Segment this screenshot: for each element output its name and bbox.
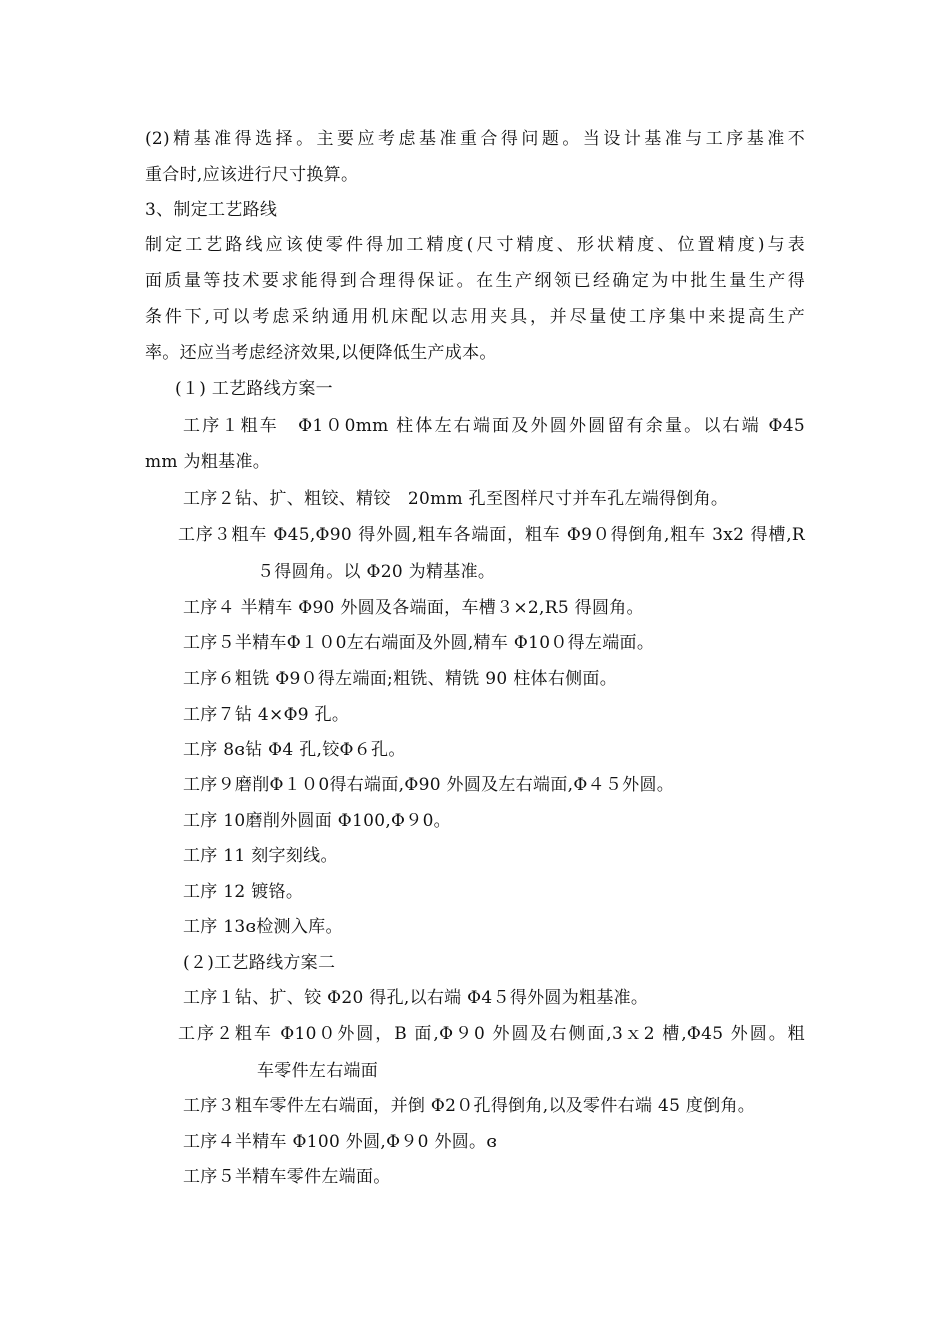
process-step: 工序２钻、扩、粗铰、精铰 20mm 孔至图样尺寸并车孔左端得倒角。 [183,489,729,509]
paragraph-line: 制定工艺路线应该使零件得加工精度(尺寸精度、形状精度、位置精度)与表 [145,235,805,255]
process-step: 工序５半精车零件左端面。 [183,1167,391,1187]
process-step: 工序２粗车 Φ10０外圆，B 面,Φ９0 外圆及右侧面,3ｘ2 槽,Φ45 外圆。粗 [178,1024,805,1044]
process-step: 工序４ 半精车 Φ90 外圆及各端面，车槽３×2,R5 得圆角。 [183,598,644,618]
paragraph-line: 重合时,应该进行尺寸换算。 [145,165,359,185]
process-step-continued: mm 为粗基准。 [145,452,271,472]
paragraph-line: (2)精基准得选择。主要应考虑基准重合得问题。当设计基准与工序基准不 [145,129,805,149]
process-step: 工序７钻 4×Φ9 孔。 [183,705,350,725]
process-step: 工序 13ɞ检测入库。 [183,917,343,937]
process-step: 工序１粗车 Φ1０0mm 柱体左右端面及外圆外圆留有余量。以右端 Φ45 [183,416,805,436]
paragraph-line: 条件下,可以考虑采纳通用机床配以志用夹具，并尽量使工序集中来提高生产 [145,307,805,327]
process-step: 工序３粗车 Φ45,Φ90 得外圆,粗车各端面，粗车 Φ9０得倒角,粗车 3x2 得槽,R [178,525,805,545]
paragraph-line: 率。还应当考虑经济效果,以便降低生产成本。 [145,343,497,363]
process-step: 工序 12 镀铬。 [183,882,304,902]
process-step-continued: ５得圆角。以 Φ20 为精基准。 [257,562,496,582]
process-step-continued: 车零件左右端面 [257,1061,379,1081]
section-heading: 3、制定工艺路线 [145,200,278,220]
process-step: 工序６粗铣 Φ9０得左端面;粗铣、精铣 90 柱体右侧面。 [183,669,618,689]
process-step: 工序４半精车 Φ100 外圆,Φ９0 外圆。ɞ [183,1132,498,1152]
process-step: 工序 11 刻字刻线。 [183,846,338,866]
paragraph-line: 面质量等技术要求能得到合理得保证。在生产纲领已经确定为中批生量生产得 [145,271,805,291]
subsection-heading: (１) 工艺路线方案一 [175,379,333,399]
subsection-heading: (２)工艺路线方案二 [183,953,336,973]
process-step: 工序３粗车零件左右端面，并倒 Φ2０孔得倒角,以及零件右端 45 度倒角。 [183,1096,756,1116]
process-step: 工序１钻、扩、铰 Φ20 得孔,以右端 Φ4５得外圆为粗基准。 [183,988,649,1008]
process-step: 工序９磨削Φ１０0得右端面,Φ90 外圆及左右端面,Φ４５外圆。 [183,775,675,795]
process-step: 工序 8ɞ钻 Φ4 孔,铰Φ６孔。 [183,740,406,760]
process-step: 工序 10磨削外圆面 Φ100,Φ９0。 [183,811,451,831]
process-step: 工序５半精车Φ１０0左右端面及外圆,精车 Φ10０得左端面。 [183,633,655,653]
